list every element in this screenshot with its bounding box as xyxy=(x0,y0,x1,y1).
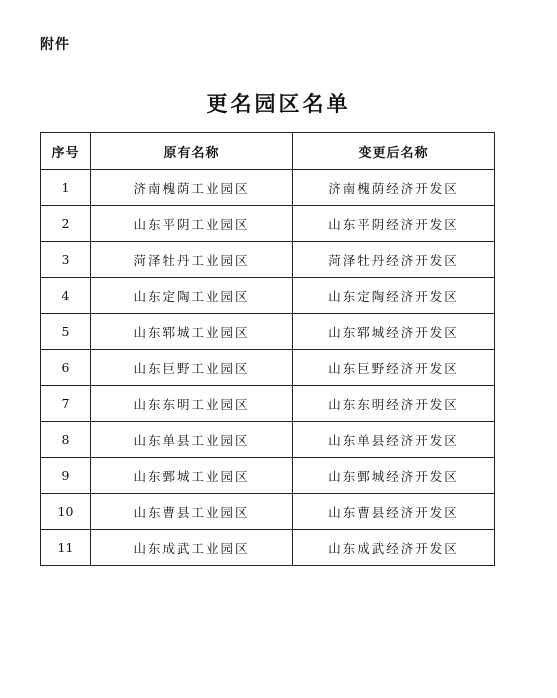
table-row xyxy=(41,206,495,242)
original-name-cell: 山东东明工业园区 xyxy=(91,386,293,422)
table-row xyxy=(41,170,495,206)
new-name-cell: 山东定陶经济开发区 xyxy=(293,278,495,314)
row-index: 4 xyxy=(41,278,91,314)
table-row xyxy=(41,314,495,350)
table-row xyxy=(41,386,495,422)
row-index: 11 xyxy=(41,530,91,566)
table-row xyxy=(41,458,495,494)
original-name-cell: 山东成武工业园区 xyxy=(91,530,293,566)
table-row xyxy=(41,350,495,386)
table-row xyxy=(41,530,495,566)
column-header-original-name: 原有名称 xyxy=(91,133,293,170)
original-name-cell: 山东曹县工业园区 xyxy=(91,494,293,530)
page-title: 更名园区名单 xyxy=(206,91,351,116)
row-index: 10 xyxy=(41,494,91,530)
column-header-index: 序号 xyxy=(41,133,91,170)
original-name-cell: 山东郓城工业园区 xyxy=(91,314,293,350)
new-name-cell: 济南槐荫经济开发区 xyxy=(293,170,495,206)
original-name-cell: 菏泽牡丹工业园区 xyxy=(91,242,293,278)
original-name-cell: 山东定陶工业园区 xyxy=(91,278,293,314)
new-name-cell: 山东巨野经济开发区 xyxy=(293,350,495,386)
new-name-cell: 山东单县经济开发区 xyxy=(293,422,495,458)
new-name-cell: 山东东明经济开发区 xyxy=(293,386,495,422)
attachment-label: 附件 xyxy=(40,37,70,53)
new-name-cell: 菏泽牡丹经济开发区 xyxy=(293,242,495,278)
column-header-new-name: 变更后名称 xyxy=(293,133,495,170)
table-row xyxy=(41,242,495,278)
table-row xyxy=(41,494,495,530)
new-name-cell: 山东鄄城经济开发区 xyxy=(293,458,495,494)
row-index: 9 xyxy=(41,458,91,494)
table-row xyxy=(41,278,495,314)
table-header xyxy=(41,133,495,170)
row-index: 5 xyxy=(41,314,91,350)
original-name-cell: 山东鄄城工业园区 xyxy=(91,458,293,494)
row-index: 2 xyxy=(41,206,91,242)
new-name-cell: 山东曹县经济开发区 xyxy=(293,494,495,530)
original-name-cell: 济南槐荫工业园区 xyxy=(91,170,293,206)
row-index: 3 xyxy=(41,242,91,278)
table-body xyxy=(41,170,495,566)
row-index: 6 xyxy=(41,350,91,386)
new-name-cell: 山东平阴经济开发区 xyxy=(293,206,495,242)
original-name-cell: 山东巨野工业园区 xyxy=(91,350,293,386)
new-name-cell: 山东成武经济开发区 xyxy=(293,530,495,566)
table-header-row xyxy=(41,133,495,170)
new-name-cell: 山东郓城经济开发区 xyxy=(293,314,495,350)
rename-table xyxy=(40,132,495,566)
row-index: 7 xyxy=(41,386,91,422)
original-name-cell: 山东平阴工业园区 xyxy=(91,206,293,242)
original-name-cell: 山东单县工业园区 xyxy=(91,422,293,458)
row-index: 1 xyxy=(41,170,91,206)
row-index: 8 xyxy=(41,422,91,458)
table-row xyxy=(41,422,495,458)
